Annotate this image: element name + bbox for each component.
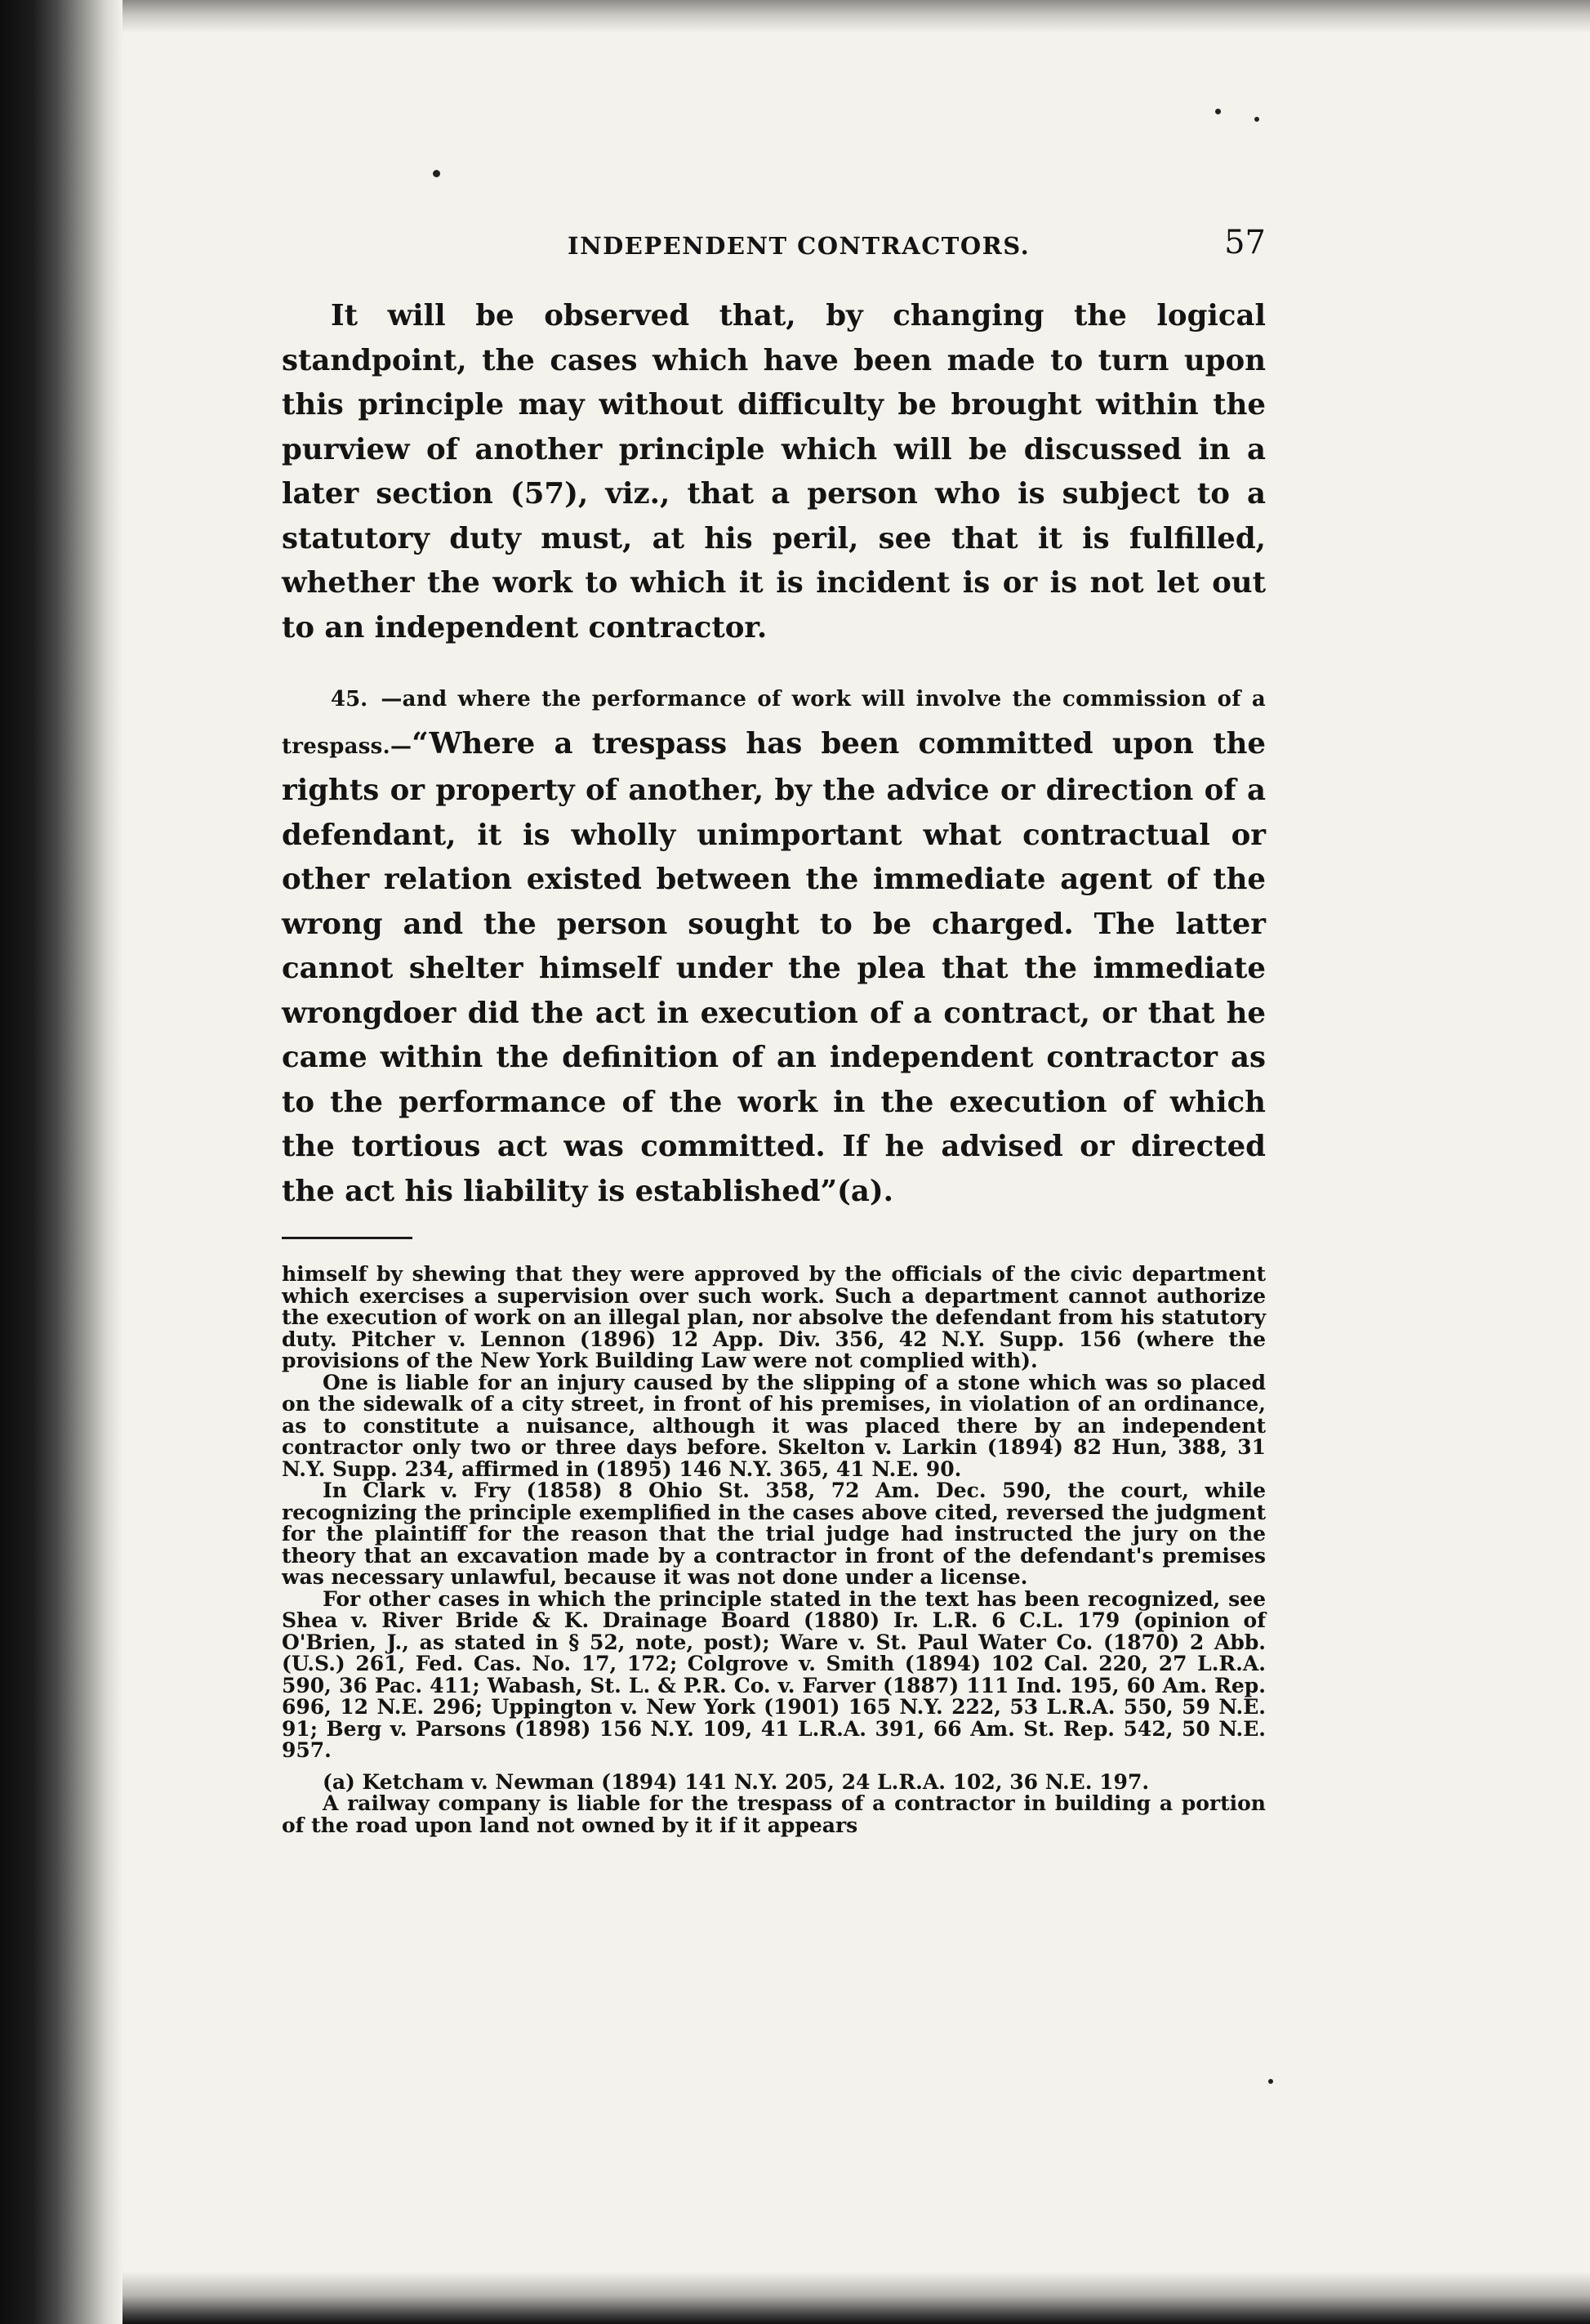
section-heading: —and where the performance of work will involve the commission of a trespass.— (282, 687, 1266, 759)
footnote-a: (a) Ketcham v. Newman (1894) 141 N.Y. 205, 24 L.R.A. 102, 36 N.E. 197. (323, 1769, 1150, 1794)
footnote-paragraph: A railway company is liable for the trespass of a contractor in building a portion of the road upon land not owned by it if it appears (282, 1791, 1266, 1837)
footnote-paragraph: For other cases in which the principle stated in the text has been recognized, see Shea v. River Bride & K. Drainage Board (1880) Ir. L.R. 6 C.L. 179 (opinion of O'Brien, J., as stated in § 52, note, post); Ware v. St. Paul Water Co. (1870) 2 Abb. (U.S.) 261, Fed. Cas. No. 17, 172; Colgrove v. Smith (1894) 102 Cal. 220, 27 L.R.A. 590, 36 Pac. 411; Wabash, St. L. & P.R. Co. v. Farver (1887) 111 Ind. 195, 60 Am. Rep. 696, 12 N.E. 296; Uppington v. New York (1901) 165 N.Y. 222, 53 L.R.A. 550, 59 N.E. 91; Berg v. Parsons (1898) 156 N.Y. 109, 41 L.R.A. 391, 66 Am. St. Rep. 542, 50 N.E. 957. (282, 1586, 1266, 1762)
scan-speck (1268, 2079, 1273, 2084)
footnote-paragraph: One is liable for an injury caused by the slipping of a stone which was so placed on the sidewalk of a city street, in front of his premises, in violation of an ordinance, as to constitute a nuisance, although it was placed there by an independent contractor only two or three days before. Skelton v. Larkin (1894) 82 Hun, 388, 31 N.Y. Supp. 234, affirmed in (1895) 146 N.Y. 365, 41 N.E. 90. (282, 1370, 1266, 1481)
footnotes (282, 1264, 1266, 1836)
footnote-rule (282, 1237, 412, 1239)
body-paragraph-1: It will be observed that, by changing the logical standpoint, the cases which have been made to turn upon this principle may without difficulty be brought within the purview of another principle which will be discussed in a later section (57), viz., that a person who is subject to a statutory duty must, at his peril, see that it is fulfilled, whether the work to which it is incident is or is not let out to an independent contractor. (282, 299, 1266, 645)
page-number: 57 (1224, 224, 1266, 261)
scan-speck (1215, 109, 1221, 114)
page-header (282, 221, 1266, 278)
section-number: 45. (331, 687, 368, 711)
body-paragraph-2 (282, 675, 1266, 1214)
section-text: “Where a trespass has been committed upon the rights or property of another, by the advice or direction of a defendant, it is wholly unimportant what contractual or other relation existed between the immediate agent of the wrong and the person sought to be charged. The latter cannot shelter himself under the plea that the immediate wrongdoer did the act in execution of a contract, or that he came within the definition of an independent contractor as to the performance of the work in the execution of which the tortious act was committed. If he advised or directed the act his liability is established”(a). (282, 726, 1266, 1208)
scan-speck (1254, 117, 1259, 122)
footnote-continued: himself by shewing that they were approved by the officials of the civic department which exercises a supervision over such work. Such a department cannot authorize the execution of work on an illegal plan, nor absolve the defendant from his statutory duty. Pitcher v. Lennon (1896) 12 App. Div. 356, 42 N.Y. Supp. 156 (where the provisions of the New York Building Law were not complied with). (282, 1262, 1266, 1372)
scan-edge-bottom (122, 2271, 1590, 2324)
scan-edge-top (122, 0, 1590, 33)
running-head: INDEPENDENT CONTRACTORS. (568, 232, 1031, 260)
scan-edge-left (0, 0, 122, 2324)
scan-speck (433, 170, 440, 177)
footnote-paragraph: In Clark v. Fry (1858) 8 Ohio St. 358, 72 Am. Dec. 590, the court, while recognizing the principle exemplified in the cases above cited, reversed the judgment for the plaintiff for the reason that the trial judge had instructed the jury on the theory that an excavation made by a contractor in front of the defendant's premises was necessary unlawful, because it was not done under a license. (282, 1479, 1266, 1589)
book-page (282, 221, 1266, 1836)
